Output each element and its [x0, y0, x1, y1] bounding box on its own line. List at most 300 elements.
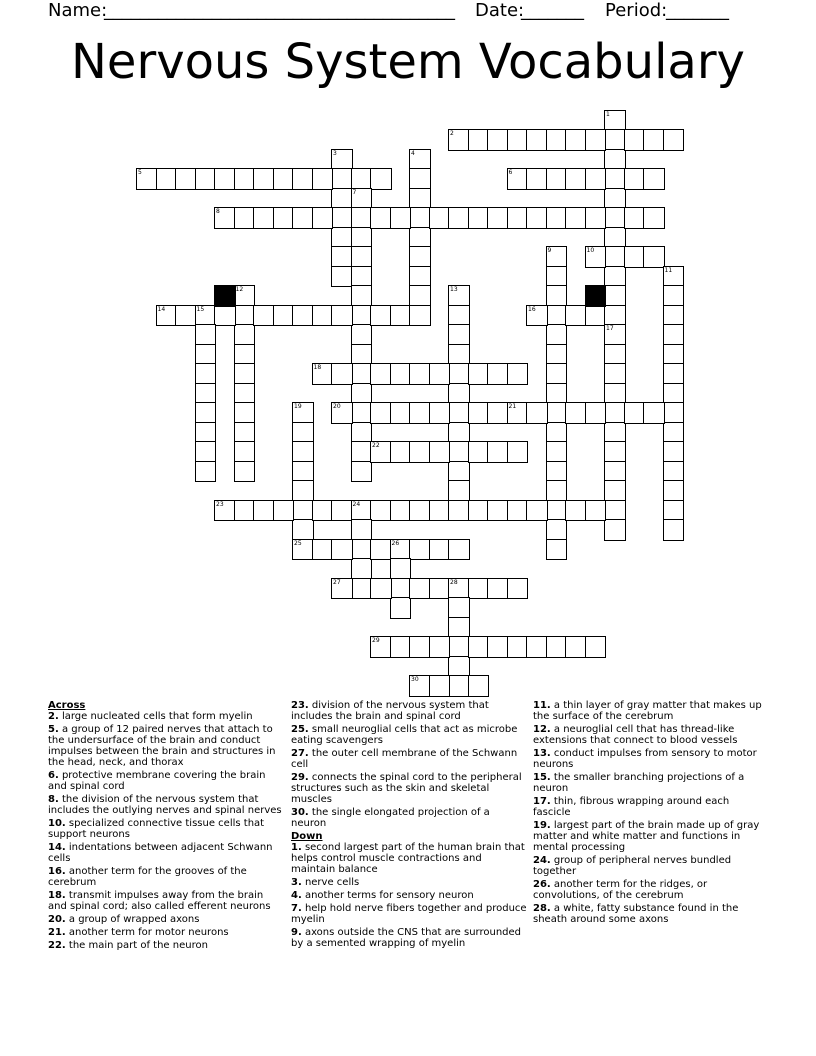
- grid-cell[interactable]: [604, 285, 626, 307]
- grid-cell[interactable]: [448, 422, 470, 444]
- grid-cell[interactable]: [585, 636, 607, 658]
- grid-cell[interactable]: [351, 500, 373, 522]
- grid-cell[interactable]: [156, 168, 178, 190]
- grid-cell[interactable]: [292, 305, 314, 327]
- grid-cell[interactable]: [351, 266, 373, 288]
- grid-cell[interactable]: [546, 207, 568, 229]
- grid-cell[interactable]: [507, 441, 529, 463]
- grid-cell[interactable]: [585, 402, 607, 424]
- grid-cell[interactable]: [409, 578, 431, 600]
- grid-cell[interactable]: [448, 344, 470, 366]
- grid-cell[interactable]: [546, 539, 568, 561]
- grid-cell[interactable]: [292, 461, 314, 483]
- grid-cell[interactable]: [351, 441, 373, 463]
- grid-cell[interactable]: [643, 402, 665, 424]
- grid-cell[interactable]: [507, 500, 529, 522]
- grid-cell[interactable]: [331, 188, 353, 210]
- grid-cell[interactable]: [585, 246, 607, 268]
- clue-text: connects the spinal cord to the peripheral structures such as the skin and skeletal muscles: [291, 772, 522, 805]
- grid-cell[interactable]: [351, 324, 373, 346]
- grid-cell[interactable]: [409, 539, 431, 561]
- grid-cell[interactable]: [624, 402, 646, 424]
- grid-cell[interactable]: [663, 402, 685, 424]
- grid-cell[interactable]: [312, 305, 334, 327]
- grid-cell[interactable]: [253, 500, 275, 522]
- grid-cell[interactable]: [409, 246, 431, 268]
- grid-cell[interactable]: [468, 578, 490, 600]
- grid-cell[interactable]: [624, 246, 646, 268]
- grid-cell[interactable]: [604, 266, 626, 288]
- down-clue: [291, 877, 527, 888]
- grid-cell[interactable]: [546, 129, 568, 151]
- grid-cell[interactable]: [663, 422, 685, 444]
- grid-cell[interactable]: [468, 129, 490, 151]
- grid-cell[interactable]: [546, 383, 568, 405]
- grid-cell[interactable]: [370, 402, 392, 424]
- grid-cell[interactable]: [331, 363, 353, 385]
- grid-cell[interactable]: [292, 402, 314, 424]
- grid-cell[interactable]: [526, 402, 548, 424]
- grid-cell[interactable]: [234, 441, 256, 463]
- grid-cell[interactable]: [390, 441, 412, 463]
- grid-cell[interactable]: [546, 168, 568, 190]
- grid-cell[interactable]: [351, 539, 373, 561]
- grid-cell[interactable]: [409, 227, 431, 249]
- name-line[interactable]: _______________________________________: [104, 0, 455, 21]
- grid-cell[interactable]: [292, 500, 314, 522]
- grid-cell[interactable]: [429, 636, 451, 658]
- grid-cell[interactable]: [565, 636, 587, 658]
- grid-cell[interactable]: [565, 129, 587, 151]
- grid-cell[interactable]: [604, 246, 626, 268]
- grid-cell[interactable]: [292, 422, 314, 444]
- grid-cell[interactable]: [234, 383, 256, 405]
- clue-number: 24.: [533, 855, 551, 866]
- grid-cell[interactable]: [429, 539, 451, 561]
- grid-cell[interactable]: [351, 422, 373, 444]
- grid-cell[interactable]: [136, 168, 158, 190]
- grid-cell[interactable]: [604, 519, 626, 541]
- grid-cell[interactable]: [487, 129, 509, 151]
- grid-cell[interactable]: [546, 441, 568, 463]
- grid-cell[interactable]: [663, 500, 685, 522]
- grid-cell[interactable]: [429, 363, 451, 385]
- grid-cell[interactable]: [370, 500, 392, 522]
- grid-cell[interactable]: [409, 188, 431, 210]
- grid-cell[interactable]: [370, 168, 392, 190]
- grid-cell[interactable]: [390, 305, 412, 327]
- grid-cell[interactable]: [312, 539, 334, 561]
- grid-cell[interactable]: [273, 168, 295, 190]
- grid-cell[interactable]: [526, 500, 548, 522]
- grid-cell[interactable]: [409, 675, 431, 697]
- grid-cell[interactable]: [351, 246, 373, 268]
- grid-cell[interactable]: [370, 363, 392, 385]
- grid-cell[interactable]: [448, 363, 470, 385]
- grid-cell[interactable]: [312, 207, 334, 229]
- grid-cell[interactable]: [409, 636, 431, 658]
- grid-cell[interactable]: [526, 207, 548, 229]
- grid-cell[interactable]: [585, 168, 607, 190]
- grid-cell[interactable]: [448, 597, 470, 619]
- grid-cell[interactable]: [195, 363, 217, 385]
- grid-cell[interactable]: [643, 207, 665, 229]
- grid-cell[interactable]: [546, 519, 568, 541]
- clue-text: the outer cell membrane of the Schwann cell: [291, 748, 518, 770]
- grid-cell[interactable]: [546, 461, 568, 483]
- grid-cell[interactable]: [604, 227, 626, 249]
- grid-cell[interactable]: [214, 207, 236, 229]
- grid-cell[interactable]: [214, 500, 236, 522]
- grid-cell[interactable]: [663, 480, 685, 502]
- grid-cell[interactable]: [546, 422, 568, 444]
- grid-cell[interactable]: [565, 402, 587, 424]
- grid-cell[interactable]: [234, 422, 256, 444]
- grid-cell[interactable]: [604, 207, 626, 229]
- grid-cell[interactable]: [604, 383, 626, 405]
- grid-cell[interactable]: [604, 461, 626, 483]
- clue-number: 4: [411, 149, 415, 157]
- grid-cell[interactable]: [331, 500, 353, 522]
- grid-cell[interactable]: [526, 305, 548, 327]
- grid-cell[interactable]: [234, 461, 256, 483]
- grid-cell[interactable]: [370, 636, 392, 658]
- grid-cell[interactable]: [312, 500, 334, 522]
- grid-cell[interactable]: [643, 168, 665, 190]
- grid-cell[interactable]: [546, 480, 568, 502]
- grid-cell[interactable]: [546, 285, 568, 307]
- grid-cell[interactable]: [195, 441, 217, 463]
- grid-cell[interactable]: [351, 519, 373, 541]
- grid-cell[interactable]: [312, 168, 334, 190]
- grid-cell[interactable]: [546, 500, 568, 522]
- grid-cell[interactable]: [351, 363, 373, 385]
- grid-cell[interactable]: [351, 305, 373, 327]
- grid-cell[interactable]: [292, 480, 314, 502]
- grid-cell[interactable]: [351, 227, 373, 249]
- clue-number: 6.: [48, 770, 59, 781]
- grid-cell[interactable]: [351, 383, 373, 405]
- across-clue-list-part-1: [48, 711, 284, 951]
- grid-cell[interactable]: [331, 149, 353, 171]
- grid-cell[interactable]: [663, 461, 685, 483]
- grid-cell[interactable]: [390, 539, 412, 561]
- grid-cell[interactable]: [370, 207, 392, 229]
- grid-cell[interactable]: [292, 168, 314, 190]
- grid-cell[interactable]: [429, 500, 451, 522]
- grid-cell[interactable]: [331, 305, 353, 327]
- grid-cell[interactable]: [448, 441, 470, 463]
- grid-cell[interactable]: [370, 539, 392, 561]
- grid-cell[interactable]: [565, 207, 587, 229]
- grid-cell[interactable]: [507, 363, 529, 385]
- grid-cell[interactable]: [487, 402, 509, 424]
- grid-cell[interactable]: [234, 500, 256, 522]
- grid-cell[interactable]: [487, 636, 509, 658]
- grid-cell[interactable]: [448, 324, 470, 346]
- grid-cell[interactable]: [234, 168, 256, 190]
- down-clue: [533, 724, 769, 746]
- grid-cell[interactable]: [448, 500, 470, 522]
- grid-cell[interactable]: [468, 441, 490, 463]
- grid-cell[interactable]: [292, 207, 314, 229]
- grid-cell[interactable]: [487, 363, 509, 385]
- grid-cell[interactable]: [292, 519, 314, 541]
- grid-cell[interactable]: [253, 207, 275, 229]
- grid-cell[interactable]: [663, 519, 685, 541]
- grid-cell[interactable]: [214, 305, 236, 327]
- grid-cell[interactable]: [195, 383, 217, 405]
- grid-cell[interactable]: [624, 207, 646, 229]
- grid-cell[interactable]: [351, 558, 373, 580]
- grid-cell[interactable]: [565, 500, 587, 522]
- grid-cell[interactable]: [663, 344, 685, 366]
- grid-cell[interactable]: [156, 305, 178, 327]
- grid-cell[interactable]: [604, 363, 626, 385]
- clue-text: another term for the ridges, or convolutions, of the cerebrum: [533, 879, 708, 901]
- grid-cell[interactable]: [234, 207, 256, 229]
- across-clue-list-part-2: [291, 700, 527, 829]
- grid-cell[interactable]: [448, 656, 470, 678]
- grid-cell[interactable]: [390, 363, 412, 385]
- grid-cell[interactable]: [448, 675, 470, 697]
- grid-cell[interactable]: [409, 168, 431, 190]
- grid-cell[interactable]: [429, 578, 451, 600]
- grid-cell[interactable]: [390, 558, 412, 580]
- grid-cell[interactable]: [390, 578, 412, 600]
- grid-cell[interactable]: [351, 168, 373, 190]
- grid-cell[interactable]: [409, 363, 431, 385]
- grid-cell[interactable]: [663, 266, 685, 288]
- clue-number: 4.: [291, 890, 302, 901]
- grid-cell[interactable]: [331, 207, 353, 229]
- grid-cell[interactable]: [351, 207, 373, 229]
- grid-cell[interactable]: [195, 461, 217, 483]
- grid-cell[interactable]: [429, 441, 451, 463]
- grid-cell[interactable]: [195, 305, 217, 327]
- grid-cell[interactable]: [663, 383, 685, 405]
- grid-cell[interactable]: [468, 500, 490, 522]
- clue-number: 1.: [291, 842, 302, 853]
- grid-cell[interactable]: [351, 402, 373, 424]
- grid-cell[interactable]: [448, 129, 470, 151]
- grid-cell[interactable]: [351, 461, 373, 483]
- grid-cell[interactable]: [585, 500, 607, 522]
- grid-cell[interactable]: [468, 636, 490, 658]
- grid-cell[interactable]: [585, 207, 607, 229]
- grid-cell[interactable]: [253, 168, 275, 190]
- grid-cell[interactable]: [292, 441, 314, 463]
- grid-cell[interactable]: [468, 675, 490, 697]
- grid-cell[interactable]: [604, 480, 626, 502]
- grid-cell[interactable]: [585, 305, 607, 327]
- grid-cell[interactable]: [195, 344, 217, 366]
- grid-cell[interactable]: [175, 168, 197, 190]
- grid-cell[interactable]: [604, 305, 626, 327]
- grid-cell[interactable]: [409, 305, 431, 327]
- down-clue: [533, 700, 769, 722]
- grid-cell[interactable]: [175, 305, 197, 327]
- grid-cell[interactable]: [448, 305, 470, 327]
- grid-cell[interactable]: [234, 344, 256, 366]
- grid-cell[interactable]: [507, 402, 529, 424]
- grid-cell[interactable]: [390, 636, 412, 658]
- grid-cell[interactable]: [643, 246, 665, 268]
- grid-cell[interactable]: [604, 129, 626, 151]
- grid-cell[interactable]: [331, 539, 353, 561]
- grid-cell[interactable]: [195, 402, 217, 424]
- grid-cell[interactable]: [546, 402, 568, 424]
- grid-cell[interactable]: [663, 441, 685, 463]
- grid-cell[interactable]: [331, 246, 353, 268]
- grid-cell[interactable]: [663, 324, 685, 346]
- clue-number: 10: [586, 247, 595, 254]
- grid-cell[interactable]: [253, 305, 275, 327]
- grid-cell[interactable]: [429, 675, 451, 697]
- grid-cell[interactable]: [409, 441, 431, 463]
- grid-cell[interactable]: [507, 578, 529, 600]
- grid-cell[interactable]: [195, 422, 217, 444]
- grid-cell[interactable]: [507, 207, 529, 229]
- grid-cell[interactable]: [526, 129, 548, 151]
- grid-cell[interactable]: [390, 597, 412, 619]
- grid-cell[interactable]: [546, 246, 568, 268]
- grid-cell[interactable]: [273, 500, 295, 522]
- grid-cell[interactable]: [409, 266, 431, 288]
- grid-cell[interactable]: [604, 110, 626, 132]
- grid-cell[interactable]: [604, 500, 626, 522]
- grid-cell[interactable]: [585, 129, 607, 151]
- grid-cell[interactable]: [351, 578, 373, 600]
- grid-cell[interactable]: [468, 402, 490, 424]
- across-clue: [291, 807, 527, 829]
- grid-cell[interactable]: [370, 578, 392, 600]
- clue-number: 27: [333, 578, 341, 586]
- date-label: Date:: [475, 0, 525, 21]
- across-clue: [48, 890, 284, 912]
- grid-cell[interactable]: [663, 285, 685, 307]
- grid-cell[interactable]: [351, 188, 373, 210]
- grid-cell[interactable]: [604, 441, 626, 463]
- grid-cell[interactable]: [663, 363, 685, 385]
- grid-cell[interactable]: [448, 207, 470, 229]
- grid-cell[interactable]: [234, 402, 256, 424]
- grid-cell[interactable]: [292, 539, 314, 561]
- grid-cell[interactable]: [507, 129, 529, 151]
- grid-cell[interactable]: [331, 227, 353, 249]
- clue-number: 19: [294, 403, 302, 410]
- grid-cell[interactable]: [663, 305, 685, 327]
- grid-cell[interactable]: [273, 305, 295, 327]
- grid-cell[interactable]: [448, 617, 470, 639]
- grid-cell[interactable]: [604, 168, 626, 190]
- grid-cell[interactable]: [390, 402, 412, 424]
- grid-cell[interactable]: [448, 461, 470, 483]
- grid-cell[interactable]: [234, 305, 256, 327]
- grid-cell[interactable]: [409, 207, 431, 229]
- grid-cell[interactable]: [624, 168, 646, 190]
- grid-cell[interactable]: [409, 285, 431, 307]
- grid-cell[interactable]: [468, 363, 490, 385]
- grid-cell[interactable]: [429, 402, 451, 424]
- grid-cell[interactable]: [604, 188, 626, 210]
- grid-cell[interactable]: [195, 168, 217, 190]
- grid-cell[interactable]: [565, 168, 587, 190]
- grid-cell[interactable]: [214, 168, 236, 190]
- grid-cell[interactable]: [331, 168, 353, 190]
- grid-cell[interactable]: [546, 636, 568, 658]
- grid-cell[interactable]: [546, 363, 568, 385]
- grid-cell[interactable]: [351, 285, 373, 307]
- grid-cell[interactable]: [643, 129, 665, 151]
- clue-number: 8: [216, 208, 220, 215]
- grid-cell[interactable]: [351, 344, 373, 366]
- grid-cell[interactable]: [409, 500, 431, 522]
- grid-cell[interactable]: [546, 344, 568, 366]
- grid-cell[interactable]: [448, 383, 470, 405]
- grid-cell[interactable]: [370, 441, 392, 463]
- grid-cell[interactable]: [273, 207, 295, 229]
- grid-cell[interactable]: [546, 266, 568, 288]
- grid-cell[interactable]: [234, 324, 256, 346]
- grid-cell[interactable]: [624, 129, 646, 151]
- grid-cell[interactable]: [390, 207, 412, 229]
- grid-cell[interactable]: [604, 344, 626, 366]
- grid-cell[interactable]: [448, 285, 470, 307]
- grid-cell[interactable]: [526, 636, 548, 658]
- grid-cell[interactable]: [507, 636, 529, 658]
- grid-cell[interactable]: [468, 207, 490, 229]
- across-clue: [48, 914, 284, 925]
- grid-cell[interactable]: [409, 402, 431, 424]
- grid-cell[interactable]: [312, 363, 334, 385]
- grid-cell[interactable]: [448, 402, 470, 424]
- grid-cell[interactable]: [234, 285, 256, 307]
- grid-cell[interactable]: [487, 441, 509, 463]
- grid-cell[interactable]: [487, 500, 509, 522]
- grid-cell[interactable]: [487, 207, 509, 229]
- grid-cell[interactable]: [604, 402, 626, 424]
- grid-cell[interactable]: [604, 422, 626, 444]
- grid-cell[interactable]: [663, 129, 685, 151]
- down-clue: [533, 879, 769, 901]
- grid-cell[interactable]: [487, 578, 509, 600]
- grid-cell[interactable]: [507, 168, 529, 190]
- grid-cell[interactable]: [546, 305, 568, 327]
- grid-cell[interactable]: [448, 578, 470, 600]
- grid-cell[interactable]: [565, 305, 587, 327]
- grid-cell[interactable]: [331, 402, 353, 424]
- grid-cell[interactable]: [546, 324, 568, 346]
- grid-cell[interactable]: [331, 266, 353, 288]
- grid-cell[interactable]: [195, 324, 217, 346]
- grid-cell[interactable]: [448, 636, 470, 658]
- grid-cell[interactable]: [526, 168, 548, 190]
- grid-cell[interactable]: [429, 207, 451, 229]
- period-line[interactable]: _______: [666, 0, 729, 21]
- grid-cell[interactable]: [604, 324, 626, 346]
- grid-cell[interactable]: [448, 480, 470, 502]
- clue-text: help hold nerve fibers together and produce myelin: [291, 903, 527, 925]
- date-line[interactable]: _______: [521, 0, 584, 21]
- grid-cell[interactable]: [331, 578, 353, 600]
- grid-cell[interactable]: [234, 363, 256, 385]
- grid-cell[interactable]: [370, 305, 392, 327]
- grid-cell[interactable]: [390, 500, 412, 522]
- grid-cell[interactable]: [604, 149, 626, 171]
- grid-cell[interactable]: [409, 149, 431, 171]
- grid-cell[interactable]: [448, 539, 470, 561]
